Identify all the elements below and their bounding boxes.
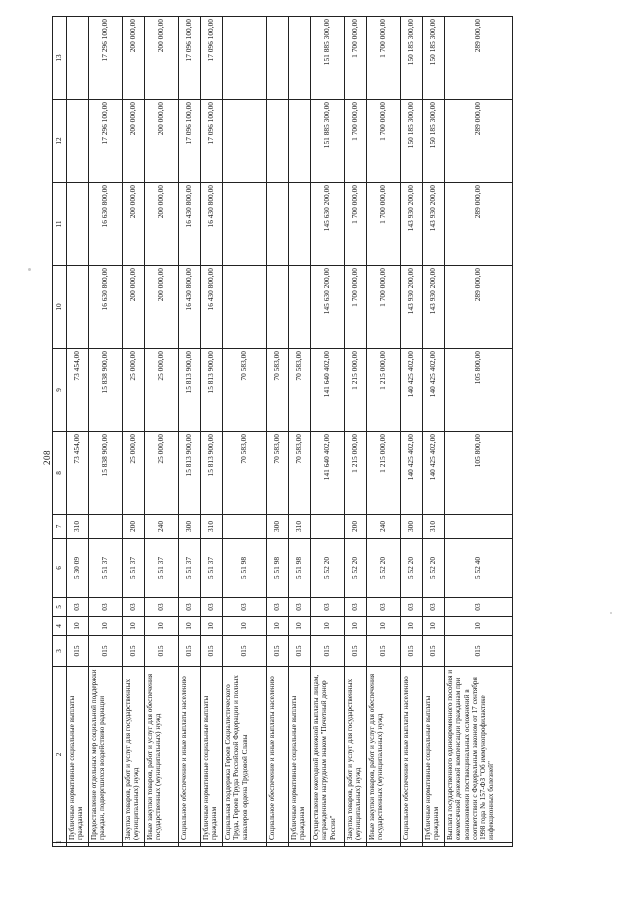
cell-amount: 15 813 900,00 [201, 349, 223, 432]
header-cell: 10 [53, 266, 67, 349]
cell-item-name: Социальное обеспечение и иные выплаты населению [267, 667, 289, 843]
cell-expense-type [311, 515, 345, 539]
cell-amount: 1 700 000,00 [345, 183, 367, 266]
scan-speck [610, 612, 612, 614]
cell-amount: 145 630 200,00 [311, 266, 345, 349]
cell-item-name: Социальное обеспечение и иные выплаты населению [179, 667, 201, 843]
table-row [267, 17, 289, 847]
cell-expense-type: 200 [345, 515, 367, 539]
cell-target-article: 5 51 98 [223, 539, 267, 598]
cell-subsection: 03 [445, 598, 513, 617]
cell-item-name: Предоставление отдельных мер социальной поддержки граждан, подвергшихся воздействию радиации [89, 667, 123, 843]
cell-blank [179, 843, 201, 847]
cell-target-article: 5 51 37 [89, 539, 123, 598]
cell-amount: 140 425 402,00 [401, 349, 423, 432]
cell-amount: 143 930 200,00 [401, 266, 423, 349]
cell-subsection: 03 [311, 598, 345, 617]
header-cell: 13 [53, 17, 67, 100]
cell-amount [267, 17, 289, 100]
cell-subsection: 03 [89, 598, 123, 617]
cell-section: 10 [179, 617, 201, 636]
cell-section: 10 [267, 617, 289, 636]
cell-expense-type: 240 [145, 515, 179, 539]
cell-amount: 70 583,00 [223, 349, 267, 432]
cell-amount: 200 000,00 [145, 100, 179, 183]
cell-ministry: 015 [423, 636, 445, 667]
cell-amount: 289 000,00 [445, 266, 513, 349]
cell-amount: 1 700 000,00 [345, 17, 367, 100]
budget-table [52, 16, 513, 847]
cell-subsection: 03 [423, 598, 445, 617]
cell-amount: 143 930 200,00 [423, 183, 445, 266]
cell-blank [201, 843, 223, 847]
cell-ministry: 015 [89, 636, 123, 667]
cell-blank [67, 843, 89, 847]
cell-amount: 17 096 100,00 [179, 100, 201, 183]
cell-subsection: 03 [179, 598, 201, 617]
header-cell: 6 [53, 539, 67, 598]
cell-section: 10 [145, 617, 179, 636]
cell-expense-type [89, 515, 123, 539]
table-row [145, 17, 179, 847]
header-cell: 1 [53, 843, 67, 847]
cell-section: 10 [123, 617, 145, 636]
cell-target-article: 5 52 20 [345, 539, 367, 598]
cell-blank [289, 843, 311, 847]
cell-amount [289, 266, 311, 349]
cell-amount: 143 930 200,00 [423, 266, 445, 349]
cell-blank [223, 843, 267, 847]
cell-target-article: 5 52 40 [445, 539, 513, 598]
cell-section: 10 [401, 617, 423, 636]
cell-amount [267, 183, 289, 266]
cell-target-article: 5 30 09 [67, 539, 89, 598]
header-cell: 5 [53, 598, 67, 617]
cell-expense-type [223, 515, 267, 539]
cell-amount: 1 215 000,00 [345, 349, 367, 432]
cell-amount: 25 000,00 [123, 349, 145, 432]
cell-amount: 145 630 200,00 [311, 183, 345, 266]
cell-amount: 140 425 402,00 [423, 349, 445, 432]
cell-subsection: 03 [401, 598, 423, 617]
cell-amount: 289 000,00 [445, 183, 513, 266]
cell-blank [89, 843, 123, 847]
cell-section: 10 [201, 617, 223, 636]
cell-amount: 200 000,00 [145, 266, 179, 349]
table-row [123, 17, 145, 847]
cell-expense-type: 310 [289, 515, 311, 539]
cell-amount: 17 096 100,00 [201, 100, 223, 183]
cell-amount: 150 185 300,00 [423, 17, 445, 100]
cell-amount: 16 430 800,00 [201, 183, 223, 266]
cell-amount: 17 096 100,00 [201, 17, 223, 100]
cell-amount: 105 800,00 [445, 432, 513, 515]
cell-expense-type: 310 [67, 515, 89, 539]
cell-amount [223, 183, 267, 266]
cell-subsection: 03 [201, 598, 223, 617]
cell-amount: 25 000,00 [145, 349, 179, 432]
cell-amount: 70 583,00 [267, 349, 289, 432]
cell-target-article: 5 52 20 [367, 539, 401, 598]
cell-amount: 15 813 900,00 [201, 432, 223, 515]
cell-amount: 25 000,00 [123, 432, 145, 515]
scan-speck [28, 268, 31, 271]
cell-amount: 140 425 402,00 [423, 432, 445, 515]
cell-expense-type: 300 [267, 515, 289, 539]
cell-amount: 150 185 300,00 [401, 100, 423, 183]
cell-amount: 200 000,00 [123, 183, 145, 266]
cell-amount: 15 838 900,00 [89, 432, 123, 515]
cell-subsection: 03 [289, 598, 311, 617]
cell-section: 10 [423, 617, 445, 636]
cell-target-article: 5 51 37 [201, 539, 223, 598]
header-cell: 12 [53, 100, 67, 183]
cell-item-name: Выплата государственного единовременного пособия и ежемесячной денежной компенсации гражданам при возникновении поствакцинальных осложнений в соответствии с Федеральным законом от 17 сентября 1998 года № 157-ФЗ "Об иммунопрофилактике инфекционных болезней" [445, 667, 513, 843]
cell-amount: 73 454,00 [67, 432, 89, 515]
cell-amount: 200 000,00 [145, 183, 179, 266]
cell-item-name: Социальная поддержка Героев Социалистического Труда, Героев Труда Российской Федерации и полных кавалеров ордена Трудовой Славы [223, 667, 267, 843]
cell-amount: 17 296 100,00 [89, 17, 123, 100]
cell-subsection: 03 [67, 598, 89, 617]
cell-amount: 1 700 000,00 [367, 183, 401, 266]
cell-ministry: 015 [345, 636, 367, 667]
cell-amount: 289 000,00 [445, 100, 513, 183]
cell-ministry: 015 [123, 636, 145, 667]
cell-expense-type [445, 515, 513, 539]
cell-section: 10 [89, 617, 123, 636]
cell-amount: 70 583,00 [289, 349, 311, 432]
cell-item-name: Социальное обеспечение и иные выплаты населению [401, 667, 423, 843]
cell-target-article: 5 51 98 [267, 539, 289, 598]
cell-item-name: Иные закупки товаров, работ и услуг для обеспечения государственных (муниципальных) нужд [367, 667, 401, 843]
cell-amount: 16 630 800,00 [89, 183, 123, 266]
header-cell: 2 [53, 667, 67, 843]
cell-amount [67, 100, 89, 183]
table-row [201, 17, 223, 847]
cell-blank [311, 843, 345, 847]
cell-ministry: 015 [179, 636, 201, 667]
cell-target-article: 5 52 20 [423, 539, 445, 598]
cell-amount: 25 000,00 [145, 432, 179, 515]
header-cell: 3 [53, 636, 67, 667]
cell-subsection: 03 [267, 598, 289, 617]
cell-amount [67, 17, 89, 100]
table-row [423, 17, 445, 847]
cell-blank [123, 843, 145, 847]
cell-target-article: 5 52 20 [311, 539, 345, 598]
cell-ministry: 015 [201, 636, 223, 667]
cell-amount: 16 430 800,00 [179, 183, 201, 266]
cell-amount: 16 430 800,00 [179, 266, 201, 349]
header-cell: 11 [53, 183, 67, 266]
cell-target-article: 5 51 37 [145, 539, 179, 598]
header-cell: 4 [53, 617, 67, 636]
cell-amount: 73 454,00 [67, 349, 89, 432]
cell-amount [67, 183, 89, 266]
cell-amount: 141 640 402,00 [311, 349, 345, 432]
header-cell: 7 [53, 515, 67, 539]
cell-amount: 70 583,00 [223, 432, 267, 515]
cell-expense-type: 300 [401, 515, 423, 539]
cell-amount: 200 000,00 [145, 17, 179, 100]
cell-item-name: Публичные нормативные социальные выплаты гражданам [423, 667, 445, 843]
cell-subsection: 03 [367, 598, 401, 617]
cell-target-article: 5 51 37 [123, 539, 145, 598]
cell-amount [223, 100, 267, 183]
cell-subsection: 03 [145, 598, 179, 617]
cell-amount: 15 813 900,00 [179, 349, 201, 432]
table-row [445, 17, 513, 847]
cell-amount: 200 000,00 [123, 17, 145, 100]
page-number: 208 [42, 450, 52, 465]
cell-blank [445, 843, 513, 847]
cell-expense-type: 310 [201, 515, 223, 539]
cell-item-name: Публичные нормативные социальные выплаты гражданам [67, 667, 89, 843]
cell-amount: 141 640 402,00 [311, 432, 345, 515]
cell-ministry: 015 [311, 636, 345, 667]
table-row [401, 17, 423, 847]
cell-amount: 150 185 300,00 [423, 100, 445, 183]
cell-item-name: Осуществление ежегодной денежной выплаты лицам, награжденным нагрудным знаком "Почетный донор России" [311, 667, 345, 843]
cell-amount: 17 296 100,00 [89, 100, 123, 183]
cell-subsection: 03 [223, 598, 267, 617]
cell-item-name: Закупка товаров, работ и услуг для государственных (муниципальных) нужд [345, 667, 367, 843]
cell-amount: 15 813 900,00 [179, 432, 201, 515]
cell-ministry: 015 [145, 636, 179, 667]
cell-expense-type: 300 [179, 515, 201, 539]
cell-section: 10 [367, 617, 401, 636]
cell-amount: 289 000,00 [445, 17, 513, 100]
cell-amount [267, 100, 289, 183]
cell-amount [289, 17, 311, 100]
cell-amount: 70 583,00 [267, 432, 289, 515]
cell-amount: 1 700 000,00 [367, 266, 401, 349]
cell-blank [367, 843, 401, 847]
cell-target-article: 5 51 37 [179, 539, 201, 598]
cell-amount: 1 700 000,00 [345, 100, 367, 183]
cell-amount: 16 430 800,00 [201, 266, 223, 349]
cell-section: 10 [289, 617, 311, 636]
cell-amount: 1 700 000,00 [367, 100, 401, 183]
cell-amount: 200 000,00 [123, 266, 145, 349]
header-cell: 8 [53, 432, 67, 515]
cell-amount [67, 266, 89, 349]
table-row [367, 17, 401, 847]
table-row [89, 17, 123, 847]
cell-blank [145, 843, 179, 847]
cell-subsection: 03 [345, 598, 367, 617]
cell-amount: 151 885 300,00 [311, 100, 345, 183]
cell-amount: 150 185 300,00 [401, 17, 423, 100]
cell-section: 10 [311, 617, 345, 636]
cell-expense-type: 200 [123, 515, 145, 539]
cell-amount: 1 215 000,00 [345, 432, 367, 515]
cell-amount: 1 215 000,00 [367, 349, 401, 432]
header-cell: 9 [53, 349, 67, 432]
cell-subsection: 03 [123, 598, 145, 617]
cell-amount [267, 266, 289, 349]
cell-amount: 200 000,00 [123, 100, 145, 183]
cell-item-name: Закупка товаров, работ и услуг для государственных (муниципальных) нужд [123, 667, 145, 843]
cell-amount [223, 17, 267, 100]
cell-amount: 15 838 900,00 [89, 349, 123, 432]
cell-amount: 70 583,00 [289, 432, 311, 515]
cell-amount: 1 700 000,00 [345, 266, 367, 349]
cell-section: 10 [445, 617, 513, 636]
header-row [53, 17, 67, 847]
cell-amount: 1 700 000,00 [367, 17, 401, 100]
cell-amount: 105 800,00 [445, 349, 513, 432]
cell-ministry: 015 [445, 636, 513, 667]
table-row [345, 17, 367, 847]
table-row [67, 17, 89, 847]
cell-item-name: Публичные нормативные социальные выплаты гражданам [201, 667, 223, 843]
cell-ministry: 015 [401, 636, 423, 667]
cell-expense-type: 240 [367, 515, 401, 539]
cell-ministry: 015 [267, 636, 289, 667]
cell-section: 10 [345, 617, 367, 636]
cell-amount: 140 425 402,00 [401, 432, 423, 515]
cell-amount: 17 096 100,00 [179, 17, 201, 100]
table-row [289, 17, 311, 847]
table-row [223, 17, 267, 847]
cell-ministry: 015 [67, 636, 89, 667]
cell-amount: 143 930 200,00 [401, 183, 423, 266]
cell-amount [289, 183, 311, 266]
cell-amount [289, 100, 311, 183]
cell-item-name: Иные закупки товаров, работ и услуг для обеспечения государственных (муниципальных) нужд [145, 667, 179, 843]
cell-amount: 1 215 000,00 [367, 432, 401, 515]
cell-item-name: Публичные нормативные социальные выплаты гражданам [289, 667, 311, 843]
cell-amount: 151 885 300,00 [311, 17, 345, 100]
table-row [179, 17, 201, 847]
cell-ministry: 015 [289, 636, 311, 667]
cell-expense-type: 310 [423, 515, 445, 539]
cell-ministry: 015 [367, 636, 401, 667]
cell-target-article: 5 51 98 [289, 539, 311, 598]
cell-amount [223, 266, 267, 349]
table-row [311, 17, 345, 847]
cell-target-article: 5 52 20 [401, 539, 423, 598]
cell-blank [267, 843, 289, 847]
cell-blank [401, 843, 423, 847]
cell-section: 10 [223, 617, 267, 636]
cell-section: 10 [67, 617, 89, 636]
cell-ministry: 015 [223, 636, 267, 667]
cell-amount: 16 630 800,00 [89, 266, 123, 349]
cell-blank [345, 843, 367, 847]
cell-blank [423, 843, 445, 847]
